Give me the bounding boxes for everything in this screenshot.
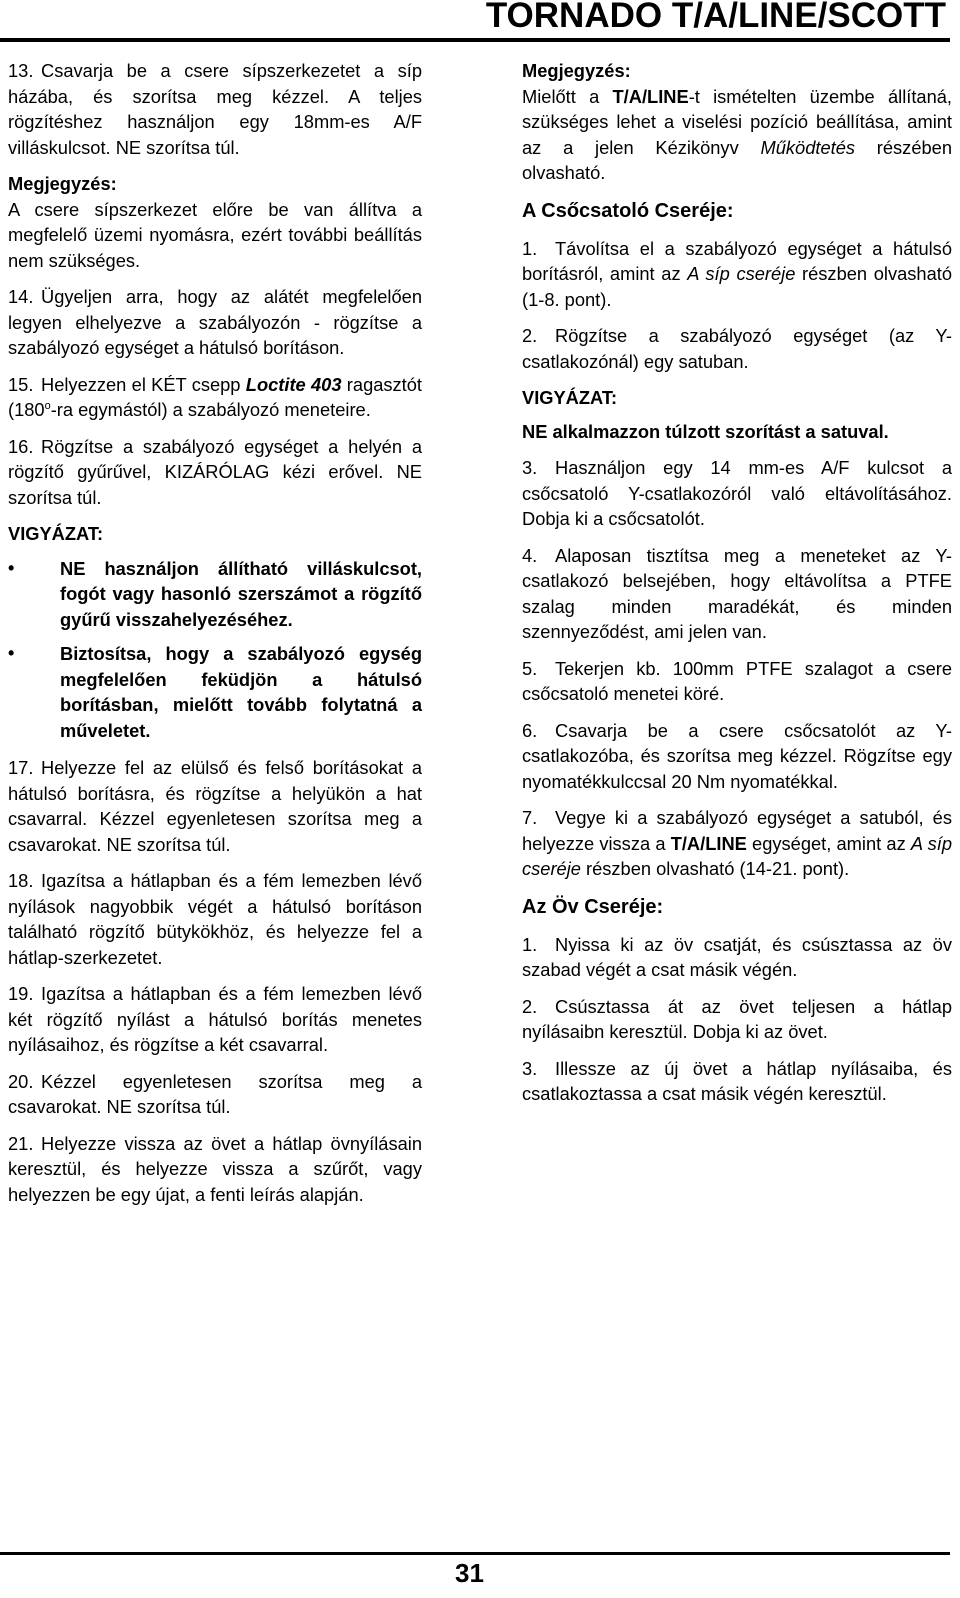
step-17: 17. Helyezze fel az elülső és felső borításokat a hátulsó borításra, és rögzítse a helyükön a hat csavarral. Kézzel egyenletesen szorítsa meg a csavarokat. NE szorítsa túl. [8,757,422,855]
hose-step-4: 4. Alaposan tisztítsa meg a meneteket az Y-csatlakozó belsejében, hogy eltávolítsa a PTFE szalag minden maradékát, és minden szennyeződést, ami jelen van. [522,544,952,642]
belt-step-1: 1. Nyissa ki az öv csatját, és csúsztassa az öv szabad végét a csat másik végén. [522,933,952,980]
section-reference: A síp cseréje [687,263,796,284]
belt-step-3: 3. Illessze az új övet a hátlap nyílásaiba, és csatlakoztassa a csat másik végén keresztül. [522,1057,952,1104]
note-heading: Megjegyzés: [8,173,117,194]
section-heading-belt: Az Öv Cseréje: [522,895,664,918]
document-header-title: TORNADO T/A/LINE/SCOTT [485,0,946,35]
header-divider [0,38,950,42]
step-14: 14. Ügyeljen arra, hogy az alátét megfelelően legyen elhelyezve a szabályozón - rögzítse a szabályozó egységet a hátulsó borításon. [8,286,422,358]
brand-name: T/A/LINE [670,832,747,854]
hose-step-1: 1. Távolítsa el a szabályozó egységet a hátulsó borításról, amint az A síp cseréje részben olvasható (1-8. pont). [522,237,952,310]
warning-bullet: • NE használjon állítható villáskulcsot, fogót vagy hasonló szerszámot a rögzítő gyűrű visszahelyezéséhez. [8,557,422,630]
note-heading: Megjegyzés: [522,60,631,81]
step-15: 15. Helyezzen el KÉT csepp Loctite 403 ragasztót (180$^o$-ra egymástól) a szabályozó meneteire. [8,373,423,420]
warning-text: NE alkalmazzon túlzott szorítást a satuval. [522,420,889,442]
bullet-icon: • [8,643,15,663]
step-13: 13. Csavarja be a csere sípszerkezetet a síp házába, és szorítsa meg kézzel. A teljes rögzítéshez használjon egy 18mm-es A/F villáskulcsot. NE szorítsa túl. [8,60,422,158]
belt-step-2: 2. Csúsztassa át az övet teljesen a hátlap nyílásaibn keresztül. Dobja ki az övet. [522,995,952,1042]
step-21: 21. Helyezze vissza az övet a hátlap övnyílásain keresztül, és helyezze vissza a szűrőt, vagy helyezzen be egy újat, a fenti leírás alapján. [8,1132,422,1205]
warning-heading: VIGYÁZAT: [8,523,104,544]
hose-step-6: 6. Csavarja be a csere csőcsatolót az Y-csatlakozóba, és szorítsa meg kézzel. Rögzítse egy nyomatékkulccsal 20 Nm nyomatékkal. [522,719,952,792]
warning-heading: VIGYÁZAT: [522,387,618,408]
step-19: 19. Igazítsa a hátlapban és a fém lemezben lévő két rögzítő nyílást a hátulsó borítás menetes nyílásaihoz, és rögzítse a két csavarral. [8,983,422,1055]
step-16: 16. Rögzítse a szabályozó egységet a helyén a rögzítő gyűrűvel, KIZÁRÓLAG kézi erővel. NE szorítsa túl. [8,435,422,508]
step-18: 18. Igazítsa a hátlapban és a fém lemezben lévő nyílások nagyobbik végét a hátulsó borításon található rögzítő bütykökhöz, és helyezze fel a hátlap-szerkezetet. [8,870,422,968]
hose-step-7: 7. Vegye ki a szabályozó egységet a satuból, és helyezze vissza a T/A/LINE egységet, amint az A síp cseréje részben olvasható (14-21. pont). [522,807,952,879]
footer-divider [0,1552,950,1555]
section-heading-hose: A Csőcsatoló Cseréje: [522,199,734,222]
hose-step-2: 2. Rögzítse a szabályozó egységet (az Y-csatlakozónál) egy satuban. [522,325,952,372]
hose-step-3: 3. Használjon egy 14 mm-es A/F kulcsot a csőcsatoló Y-csatlakozóról való eltávolításához. Dobja ki a csőcsatolót. [522,457,952,529]
note-text: A csere sípszerkezet előre be van állítva a megfelelő üzemi nyomásra, ezért további beállítás nem szükséges. [8,198,422,271]
left-column [8,58,422,1218]
section-reference: Működtetés [760,136,856,158]
section-reference: A síp cseréje [522,832,952,879]
product-name: Loctite 403 [245,373,342,395]
step-20: 20. Kézzel egyenletesen szorítsa meg a csavarokat. NE szorítsa túl. [8,1070,422,1117]
bullet-icon: • [8,557,15,578]
note-text: Mielőtt a T/A/LINE-t ismételten üzembe állítaná, szükséges lehet a viselési pozíció beállítása, amint az a jelen Kézikönyv Működtetés részében olvasható. [522,85,952,183]
right-column [522,58,952,1118]
warning-bullet: • Biztosítsa, hogy a szabályozó egység megfelelően feküdjön a hátulsó borításban, mielőtt tovább folytatná a műveletet. [8,643,422,741]
hose-step-5: 5. Tekerjen kb. 100mm PTFE szalagot a csere csőcsatoló menetei köré. [522,657,952,704]
page-number: 31 [455,1558,484,1588]
brand-name: T/A/LINE [612,85,689,107]
